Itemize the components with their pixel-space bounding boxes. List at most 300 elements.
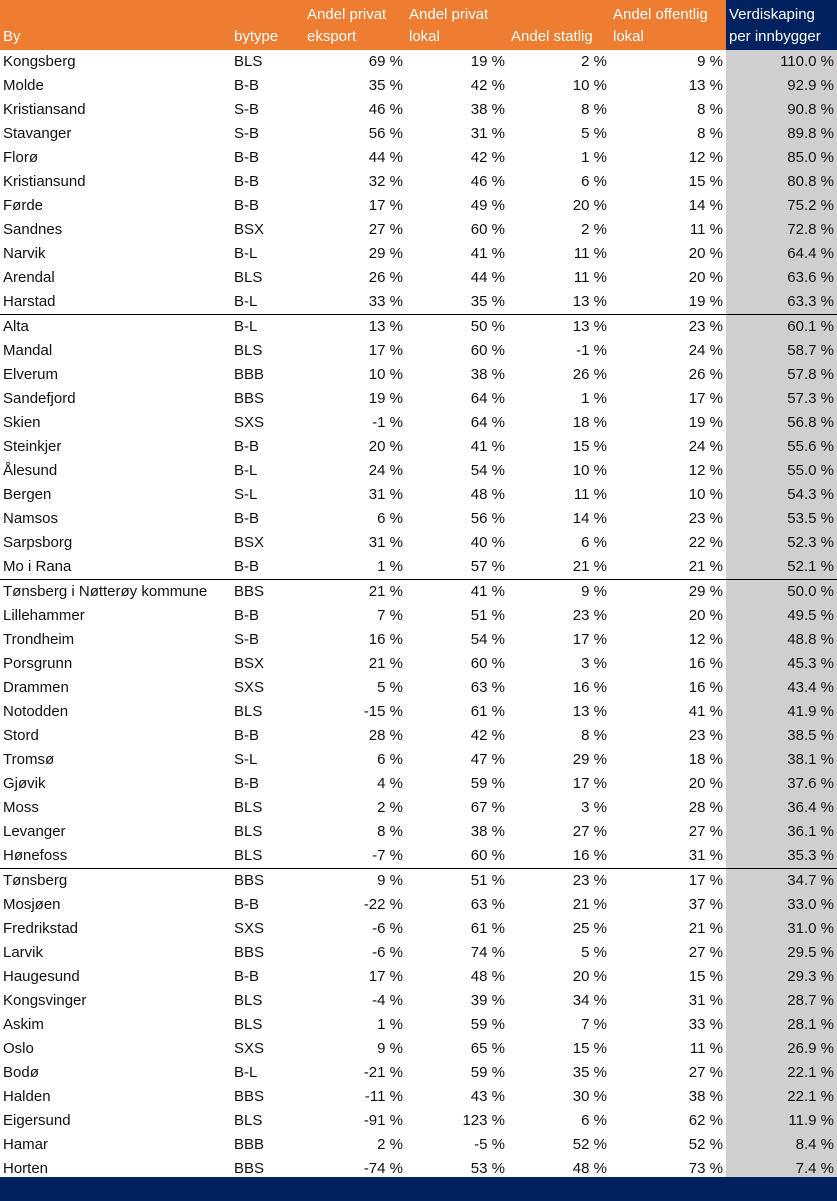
cell-offentlig-lokal: 27 % xyxy=(688,1064,723,1081)
cell-verdiskaping: 38.1 % xyxy=(726,748,837,772)
table-row xyxy=(0,989,837,1013)
table-row xyxy=(0,1085,837,1109)
cell-privat-lokal: 51 % xyxy=(470,872,505,889)
cell-by: Haugesund xyxy=(3,968,80,985)
cell-privat-eksport: 7 % xyxy=(377,607,403,624)
cell-by: Kongsberg xyxy=(3,53,76,70)
cell-privat-lokal: 48 % xyxy=(470,486,505,503)
table-row xyxy=(0,146,837,170)
header-line: Andel offentlig xyxy=(613,6,708,23)
cell-verdiskaping: 72.8 % xyxy=(726,218,837,242)
cell-bytype: B-B xyxy=(234,438,260,455)
cell-privat-lokal: 59 % xyxy=(470,1016,505,1033)
cell-bytype: BLS xyxy=(234,342,263,359)
cell-verdiskaping: 57.8 % xyxy=(726,363,837,387)
cell-verdiskaping: 75.2 % xyxy=(726,194,837,218)
table-row xyxy=(0,218,837,242)
cell-bytype: BLS xyxy=(234,1112,263,1129)
header-line xyxy=(511,4,607,26)
cell-privat-eksport: -6 % xyxy=(372,920,403,937)
cell-privat-eksport: 17 % xyxy=(368,197,403,214)
table-row xyxy=(0,411,837,435)
cell-verdiskaping: 58.7 % xyxy=(726,339,837,363)
cell-bytype: BLS xyxy=(234,703,263,720)
cell-privat-lokal: 63 % xyxy=(470,896,505,913)
table-row xyxy=(0,266,837,290)
cell-statlig: 35 % xyxy=(572,1064,607,1081)
cell-statlig: 2 % xyxy=(581,53,607,70)
table-row xyxy=(0,893,837,917)
cell-statlig: -1 % xyxy=(576,342,607,359)
cell-offentlig-lokal: 20 % xyxy=(688,269,723,286)
table-row xyxy=(0,531,837,555)
cell-statlig: 16 % xyxy=(572,679,607,696)
cell-offentlig-lokal: 15 % xyxy=(688,968,723,985)
cell-by: Mo i Rana xyxy=(0,555,231,580)
cell-statlig: 25 % xyxy=(572,920,607,937)
cell-privat-eksport: 56 % xyxy=(368,125,403,142)
cell-privat-lokal: 59 % xyxy=(470,775,505,792)
cell-verdiskaping: 26.9 % xyxy=(726,1037,837,1061)
cell-privat-lokal: 49 % xyxy=(470,197,505,214)
cell-privat-lokal: 59 % xyxy=(470,1064,505,1081)
cell-bytype: BBS xyxy=(234,872,265,889)
table-row xyxy=(0,1061,837,1085)
cell-privat-eksport: -7 % xyxy=(304,844,406,869)
cell-bytype: BSX xyxy=(234,655,265,672)
table-row xyxy=(0,772,837,796)
table-row xyxy=(0,339,837,363)
cell-offentlig-lokal: 52 % xyxy=(688,1136,723,1153)
cell-statlig: 6 % xyxy=(581,534,607,551)
cell-verdiskaping: 33.0 % xyxy=(726,893,837,917)
table-row xyxy=(0,507,837,531)
cell-verdiskaping: 57.3 % xyxy=(726,387,837,411)
cell-statlig: 1 % xyxy=(581,149,607,166)
cell-privat-lokal: 43 % xyxy=(470,1088,505,1105)
header-bytype xyxy=(231,0,304,50)
table-row xyxy=(0,604,837,628)
cell-privat-eksport: 1 % xyxy=(377,1016,403,1033)
cell-offentlig-lokal: 33 % xyxy=(688,1016,723,1033)
cell-bytype: BBS xyxy=(234,1160,265,1177)
cell-by: Sandefjord xyxy=(3,390,76,407)
table-row xyxy=(0,290,837,315)
cell-verdiskaping: 29.3 % xyxy=(726,965,837,989)
cell-offentlig-lokal: 41 % xyxy=(688,703,723,720)
cell-verdiskaping: 92.9 % xyxy=(726,74,837,98)
cell-statlig: 52 % xyxy=(572,1136,607,1153)
cell-privat-eksport: -11 % xyxy=(364,1088,403,1105)
cell-bytype: B-B xyxy=(234,968,260,985)
cell-bytype: SXS xyxy=(234,414,265,431)
cell-offentlig-lokal: 13 % xyxy=(688,77,723,94)
cell-statlig: 30 % xyxy=(572,1088,607,1105)
cell-offentlig-lokal: 19 % xyxy=(688,414,723,431)
cell-statlig: 48 % xyxy=(572,1160,607,1177)
cell-by: Tromsø xyxy=(3,751,55,768)
cell-offentlig-lokal: 23 % xyxy=(688,318,723,335)
cell-privat-eksport: 26 % xyxy=(368,269,403,286)
table-row xyxy=(0,1037,837,1061)
cell-by: Halden xyxy=(3,1088,51,1105)
cell-statlig: 1 % xyxy=(581,390,607,407)
cell-verdiskaping: 50.0 % xyxy=(726,580,837,605)
cell-privat-eksport: 6 % xyxy=(377,510,403,527)
cell-statlig: 5 % xyxy=(581,125,607,142)
header-offentlig-lokal xyxy=(610,0,726,50)
cell-bytype: SXS xyxy=(234,920,265,937)
cell-by: Kongsvinger xyxy=(3,992,87,1009)
cell-statlig: 18 % xyxy=(572,414,607,431)
cell-statlig: 34 % xyxy=(572,992,607,1009)
cell-statlig: 15 % xyxy=(572,1040,607,1057)
cell-by: Molde xyxy=(3,77,44,94)
header-statlig xyxy=(508,0,610,50)
table-row xyxy=(0,459,837,483)
cell-privat-eksport: -15 % xyxy=(363,703,403,720)
cell-by: Eigersund xyxy=(3,1112,71,1129)
cell-by: Arendal xyxy=(3,269,55,286)
cell-offentlig-lokal: 15 % xyxy=(688,173,723,190)
cell-statlig: 5 % xyxy=(581,944,607,961)
cell-bytype: B-L xyxy=(234,1064,258,1081)
cell-bytype: BBB xyxy=(234,1136,265,1153)
cell-verdiskaping: 22.1 % xyxy=(726,1061,837,1085)
cell-bytype: BLS xyxy=(234,823,263,840)
header-row xyxy=(0,0,837,50)
cell-bytype: B-B xyxy=(234,896,260,913)
table-row xyxy=(0,315,837,340)
cell-statlig: 29 % xyxy=(572,751,607,768)
cell-privat-eksport: 20 % xyxy=(368,438,403,455)
cell-statlig: 14 % xyxy=(572,510,607,527)
cell-by: Hamar xyxy=(3,1136,49,1153)
cell-by: Steinkjer xyxy=(3,438,62,455)
cell-privat-eksport: 10 % xyxy=(368,366,403,383)
cell-verdiskaping: 8.4 % xyxy=(726,1133,837,1157)
cell-offentlig-lokal: 8 % xyxy=(697,101,723,118)
cell-privat-lokal: 42 % xyxy=(470,77,505,94)
cell-privat-lokal: 50 % xyxy=(470,318,505,335)
cell-offentlig-lokal: 23 % xyxy=(688,727,723,744)
cell-bytype: S-L xyxy=(234,486,258,503)
cell-verdiskaping: 64.4 % xyxy=(726,242,837,266)
cell-verdiskaping: 53.5 % xyxy=(726,507,837,531)
cell-bytype: BBS xyxy=(234,583,265,600)
cell-privat-eksport: 19 % xyxy=(368,390,403,407)
cell-offentlig-lokal: 19 % xyxy=(610,290,726,315)
cell-offentlig-lokal: 17 % xyxy=(688,390,723,407)
cell-privat-lokal: 39 % xyxy=(470,992,505,1009)
cell-statlig: 17 % xyxy=(572,631,607,648)
cell-by: Elverum xyxy=(3,366,59,383)
cell-verdiskaping: 35.3 % xyxy=(726,844,837,869)
cell-by: Horten xyxy=(3,1160,49,1177)
cell-bytype: B-B xyxy=(234,77,260,94)
cell-offentlig-lokal: 27 % xyxy=(688,944,723,961)
cell-privat-eksport: 6 % xyxy=(377,751,403,768)
cell-bytype: S-L xyxy=(234,751,258,768)
header-line: lokal xyxy=(409,28,440,45)
cell-privat-eksport: 46 % xyxy=(368,101,403,118)
cell-privat-eksport: -1 % xyxy=(372,414,403,431)
cell-verdiskaping: 43.4 % xyxy=(726,676,837,700)
cell-offentlig-lokal: 20 % xyxy=(688,607,723,624)
cell-privat-eksport: -6 % xyxy=(372,944,403,961)
table-row xyxy=(0,555,837,580)
cell-statlig: 13 % xyxy=(508,290,610,315)
cell-privat-lokal: 19 % xyxy=(470,53,505,70)
cell-statlig: 21 % xyxy=(572,896,607,913)
cell-bytype: B-L xyxy=(234,245,258,262)
cell-verdiskaping: 38.5 % xyxy=(726,724,837,748)
table-row xyxy=(0,628,837,652)
table-row xyxy=(0,435,837,459)
header-line xyxy=(234,4,301,26)
cell-bytype: BBB xyxy=(234,366,265,383)
table-row xyxy=(0,676,837,700)
cell-statlig: 26 % xyxy=(572,366,607,383)
table-row xyxy=(0,170,837,194)
cell-by: Stavanger xyxy=(3,125,72,142)
cell-offentlig-lokal: 10 % xyxy=(688,486,723,503)
cell-verdiskaping: 49.5 % xyxy=(726,604,837,628)
cell-privat-lokal: 38 % xyxy=(470,101,505,118)
table-row xyxy=(0,387,837,411)
cell-by: Drammen xyxy=(3,679,69,696)
cell-verdiskaping: 31.0 % xyxy=(726,917,837,941)
cell-statlig: 16 % xyxy=(508,844,610,869)
cell-statlig: 2 % xyxy=(581,221,607,238)
cell-privat-lokal: 61 % xyxy=(470,920,505,937)
cell-privat-eksport: 28 % xyxy=(368,727,403,744)
cell-statlig: 27 % xyxy=(572,823,607,840)
cell-offentlig-lokal: 38 % xyxy=(688,1088,723,1105)
table-row xyxy=(0,1109,837,1133)
cell-privat-eksport: 8 % xyxy=(377,823,403,840)
cell-verdiskaping: 28.1 % xyxy=(726,1013,837,1037)
cell-privat-eksport: 13 % xyxy=(368,318,403,335)
cell-verdiskaping: 63.3 % xyxy=(726,290,837,315)
cell-by: Porsgrunn xyxy=(3,655,73,672)
cell-privat-lokal: 61 % xyxy=(470,703,505,720)
cell-privat-eksport: 5 % xyxy=(377,679,403,696)
cell-statlig: 23 % xyxy=(572,872,607,889)
cell-offentlig-lokal: 24 % xyxy=(688,342,723,359)
cell-bytype: BBS xyxy=(234,390,265,407)
header-verdiskaping xyxy=(726,0,837,50)
cell-bytype: BLS xyxy=(231,844,304,869)
cell-offentlig-lokal: 31 % xyxy=(688,992,723,1009)
cell-privat-lokal: 67 % xyxy=(470,799,505,816)
cell-statlig: 8 % xyxy=(581,727,607,744)
cell-by: Ålesund xyxy=(3,462,58,479)
cell-verdiskaping: 55.0 % xyxy=(726,459,837,483)
cell-offentlig-lokal: 29 % xyxy=(688,583,723,600)
cell-verdiskaping: 36.4 % xyxy=(726,796,837,820)
cell-privat-eksport: 21 % xyxy=(368,583,403,600)
cell-statlig: 23 % xyxy=(572,607,607,624)
table-row xyxy=(0,122,837,146)
cell-privat-lokal: 46 % xyxy=(470,173,505,190)
cell-offentlig-lokal: 28 % xyxy=(688,799,723,816)
cell-by: Narvik xyxy=(3,245,46,262)
header-line xyxy=(3,4,228,26)
cell-verdiskaping: 48.8 % xyxy=(726,628,837,652)
table-row xyxy=(0,700,837,724)
cell-bytype: S-B xyxy=(234,125,260,142)
cell-privat-eksport: 29 % xyxy=(368,245,403,262)
cell-bytype: BBS xyxy=(234,1088,265,1105)
cell-privat-lokal: 42 % xyxy=(470,727,505,744)
cell-offentlig-lokal: 8 % xyxy=(697,125,723,142)
header-line: Verdiskaping xyxy=(729,6,815,23)
cell-offentlig-lokal: 20 % xyxy=(688,245,723,262)
cell-privat-lokal: 53 % xyxy=(470,1160,505,1177)
table-row xyxy=(0,724,837,748)
cell-privat-eksport: 44 % xyxy=(368,149,403,166)
cell-by: Trondheim xyxy=(3,631,75,648)
cell-bytype: BLS xyxy=(234,269,263,286)
table-row xyxy=(0,363,837,387)
cell-privat-eksport: 31 % xyxy=(368,534,403,551)
cell-verdiskaping: 45.3 % xyxy=(726,652,837,676)
cell-statlig: 13 % xyxy=(572,318,607,335)
cell-privat-lokal: 41 % xyxy=(470,245,505,262)
cell-privat-eksport: 2 % xyxy=(377,1136,403,1153)
cell-privat-lokal: -5 % xyxy=(474,1136,505,1153)
table-row xyxy=(0,796,837,820)
cell-statlig: 6 % xyxy=(581,173,607,190)
cell-bytype: S-B xyxy=(234,631,260,648)
header-line: By xyxy=(3,28,21,45)
cell-privat-lokal: 64 % xyxy=(470,390,505,407)
cell-verdiskaping: 90.8 % xyxy=(726,98,837,122)
cell-verdiskaping: 80.8 % xyxy=(726,170,837,194)
table-row xyxy=(0,1133,837,1157)
cell-privat-eksport: 35 % xyxy=(368,77,403,94)
cell-privat-lokal: 123 % xyxy=(462,1112,505,1129)
cell-privat-eksport: -4 % xyxy=(372,992,403,1009)
cell-privat-lokal: 65 % xyxy=(470,1040,505,1057)
cell-privat-lokal: 54 % xyxy=(470,631,505,648)
cell-by: Stord xyxy=(3,727,39,744)
cell-bytype: BLS xyxy=(234,53,263,70)
cell-by: Kristiansund xyxy=(3,173,86,190)
cell-by: Tønsberg i Nøtterøy kommune xyxy=(3,583,208,600)
table-row xyxy=(0,820,837,844)
cell-statlig: 3 % xyxy=(581,655,607,672)
cell-verdiskaping: 34.7 % xyxy=(726,869,837,894)
cell-offentlig-lokal: 18 % xyxy=(688,751,723,768)
cell-bytype: B-B xyxy=(234,727,260,744)
cell-by: Oslo xyxy=(3,1040,34,1057)
table-row xyxy=(0,74,837,98)
table-row xyxy=(0,917,837,941)
cell-verdiskaping: 28.7 % xyxy=(726,989,837,1013)
cell-bytype: SXS xyxy=(234,1040,265,1057)
cell-bytype: S-B xyxy=(234,101,260,118)
cell-by: Notodden xyxy=(3,703,69,720)
cell-statlig: 13 % xyxy=(572,703,607,720)
cell-offentlig-lokal: 22 % xyxy=(688,534,723,551)
cell-bytype: B-B xyxy=(231,555,304,580)
cell-offentlig-lokal: 23 % xyxy=(688,510,723,527)
header-line: bytype xyxy=(234,28,279,45)
cell-privat-eksport: 21 % xyxy=(368,655,403,672)
table-row xyxy=(0,1013,837,1037)
cell-privat-eksport: 9 % xyxy=(377,1040,403,1057)
cell-bytype: SXS xyxy=(234,679,265,696)
cell-by: Harstad xyxy=(0,290,231,315)
cell-bytype: B-B xyxy=(234,607,260,624)
cell-privat-lokal: 41 % xyxy=(470,583,505,600)
header-line: Andel privat xyxy=(409,6,489,23)
cell-by: Førde xyxy=(3,197,44,214)
cell-privat-eksport: 16 % xyxy=(368,631,403,648)
cell-bytype: BSX xyxy=(234,534,265,551)
cell-offentlig-lokal: 31 % xyxy=(610,844,726,869)
cell-verdiskaping: 22.1 % xyxy=(726,1085,837,1109)
cell-statlig: 8 % xyxy=(581,101,607,118)
cell-by: Sarpsborg xyxy=(3,534,73,551)
cell-statlig: 20 % xyxy=(572,968,607,985)
cell-verdiskaping: 11.9 % xyxy=(726,1109,837,1133)
cell-verdiskaping: 36.1 % xyxy=(726,820,837,844)
table-row xyxy=(0,748,837,772)
cell-by: Alta xyxy=(3,318,29,335)
cell-by: Larvik xyxy=(3,944,44,961)
cell-offentlig-lokal: 62 % xyxy=(688,1112,723,1129)
cell-privat-eksport: 9 % xyxy=(377,872,403,889)
cell-privat-eksport: -21 % xyxy=(363,1064,403,1081)
cell-privat-eksport: 24 % xyxy=(368,462,403,479)
cell-verdiskaping: 56.8 % xyxy=(726,411,837,435)
cell-by: Florø xyxy=(3,149,38,166)
cell-privat-lokal: 40 % xyxy=(470,534,505,551)
cell-privat-eksport: -91 % xyxy=(363,1112,403,1129)
cell-offentlig-lokal: 20 % xyxy=(688,775,723,792)
cell-bytype: B-B xyxy=(234,775,260,792)
table-row xyxy=(0,844,837,869)
cell-by: Bodø xyxy=(3,1064,39,1081)
cell-by: Lillehammer xyxy=(3,607,85,624)
cell-by: Askim xyxy=(3,1016,44,1033)
table-row xyxy=(0,652,837,676)
table-row xyxy=(0,941,837,965)
cell-bytype: BLS xyxy=(234,992,263,1009)
cell-offentlig-lokal: 27 % xyxy=(688,823,723,840)
table-body xyxy=(0,50,837,1181)
cell-verdiskaping: 52.1 % xyxy=(726,555,837,580)
cell-privat-eksport: 32 % xyxy=(368,173,403,190)
cell-bytype: BBS xyxy=(234,944,265,961)
cell-verdiskaping: 52.3 % xyxy=(726,531,837,555)
cell-verdiskaping: 85.0 % xyxy=(726,146,837,170)
cell-by: Kristiansand xyxy=(3,101,86,118)
cell-statlig: 7 % xyxy=(581,1016,607,1033)
cell-verdiskaping: 41.9 % xyxy=(726,700,837,724)
cell-privat-lokal: 47 % xyxy=(470,751,505,768)
header-line: eksport xyxy=(307,28,357,45)
cell-statlig: 15 % xyxy=(572,438,607,455)
cell-privat-eksport: 1 % xyxy=(304,555,406,580)
cell-privat-lokal: 60 % xyxy=(470,342,505,359)
cell-by: Sandnes xyxy=(3,221,63,238)
cell-privat-lokal: 31 % xyxy=(470,125,505,142)
cell-statlig: 21 % xyxy=(508,555,610,580)
